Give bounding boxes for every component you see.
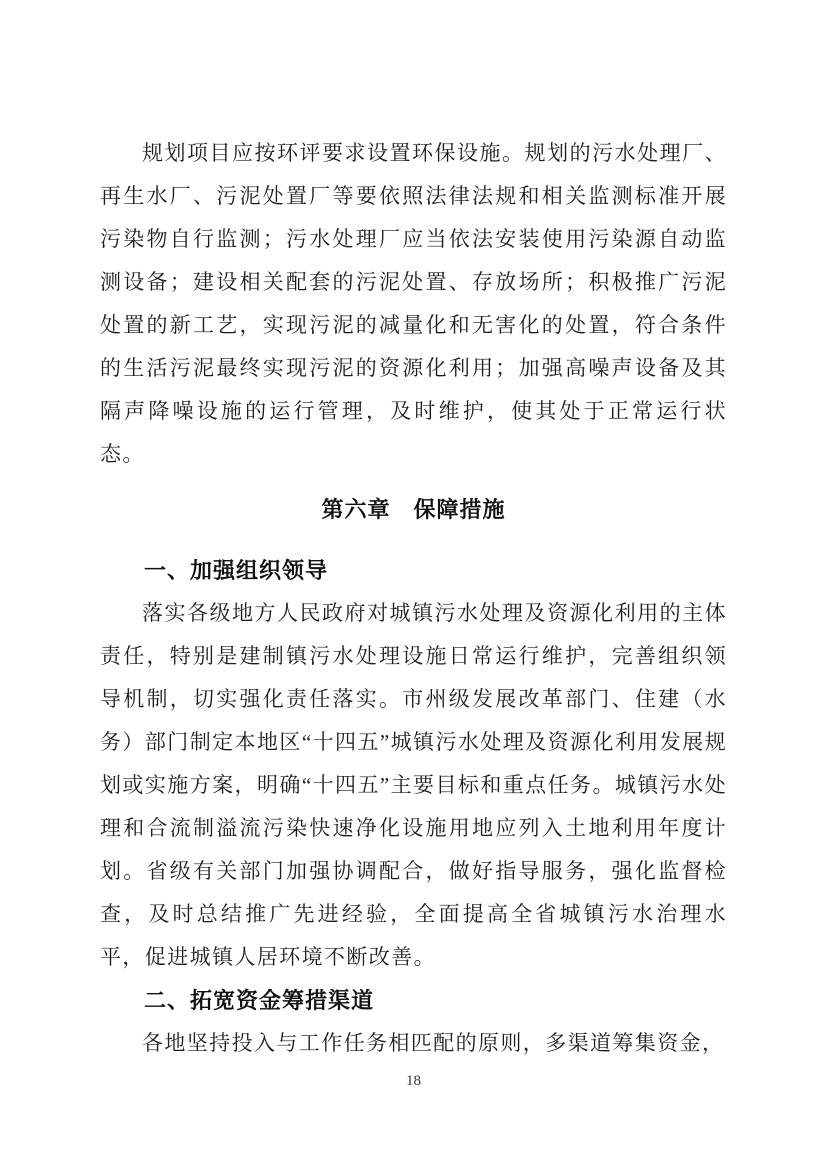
- paragraph-environmental-facilities: 规划项目应按环评要求设置环保设施。规划的污水处理厂、再生水厂、污泥处置厂等要依照法律法规和相关监测标准开展污染物自行监测；污水处理厂应当依法安装使用污染源自动监测设备；建设相关配套的污泥处置、存放场所；积极推广污泥处置的新工艺，实现污泥的减量化和无害化的处置，符合条件的生活污泥最终实现污泥的资源化利用；加强高噪声设备及其隔声降噪设施的运行管理，及时维护，使其处于正常运行状态。: [100, 141, 727, 466]
- paragraph-funding-channels: 各地坚持投入与工作任务相匹配的原则，多渠道筹集资金，: [142, 1031, 725, 1055]
- chapter-heading: 第六章 保障措施: [321, 497, 506, 522]
- section-heading-2: 二、拓宽资金筹措渠道: [144, 988, 375, 1013]
- document-content: [100, 132, 727, 1065]
- page-number: 18: [406, 1073, 421, 1089]
- paragraph-organizational-leadership: 落实各级地方人民政府对城镇污水处理及资源化利用的主体责任，特别是建制镇污水处理设施日常运行维护，完善组织领导机制，切实强化责任落实。市州级发展改革部门、住建（水务）部门制定本地区“十四五”城镇污水处理及资源化利用发展规划或实施方案，明确“十四五”主要目标和重点任务。城镇污水处理和合流制溢流污染快速净化设施用地应列入土地利用年度计划。省级有关部门加强协调配合，做好指导服务，强化监督检查，及时总结推广先进经验，全面提高全省城镇污水治理水平，促进城镇人居环境不断改善。: [100, 601, 727, 969]
- section-heading-1: 一、加强组织领导: [144, 558, 329, 583]
